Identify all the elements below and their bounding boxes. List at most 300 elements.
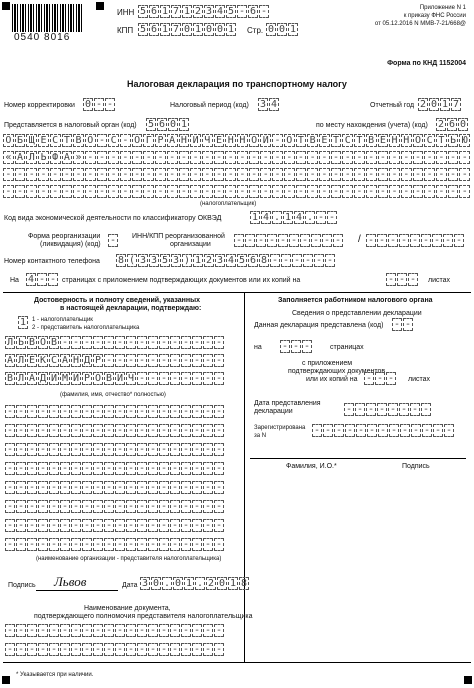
char-cell[interactable]: - bbox=[193, 644, 201, 655]
char-cell[interactable]: - bbox=[61, 337, 69, 348]
year-field[interactable] bbox=[418, 98, 462, 111]
char-cell[interactable]: 2 bbox=[194, 6, 202, 17]
char-cell[interactable]: - bbox=[94, 539, 102, 550]
char-cell[interactable]: Т bbox=[354, 134, 365, 147]
char-cell[interactable]: - bbox=[105, 463, 113, 474]
char-cell[interactable]: - bbox=[398, 274, 406, 285]
char-cell[interactable]: - bbox=[17, 625, 25, 636]
char-cell[interactable]: - bbox=[116, 425, 124, 436]
char-cell[interactable]: - bbox=[61, 425, 69, 436]
char-cell[interactable]: 1 bbox=[284, 212, 292, 223]
char-cell[interactable]: - bbox=[260, 6, 268, 17]
char-cell[interactable]: 6 bbox=[249, 6, 257, 17]
char-cell[interactable]: - bbox=[312, 235, 320, 246]
char-cell[interactable]: - bbox=[149, 463, 157, 474]
char-cell[interactable]: - bbox=[28, 520, 36, 531]
char-cell[interactable]: - bbox=[284, 168, 295, 181]
char-cell[interactable]: - bbox=[17, 644, 25, 655]
char-cell[interactable]: - bbox=[127, 355, 135, 366]
char-cell[interactable]: - bbox=[171, 444, 179, 455]
char-cell[interactable]: - bbox=[422, 235, 430, 246]
char-cell[interactable]: - bbox=[83, 463, 91, 474]
char-cell[interactable]: О bbox=[85, 134, 96, 147]
char-cell[interactable]: - bbox=[272, 168, 283, 181]
char-cell[interactable]: - bbox=[413, 151, 424, 164]
char-cell[interactable]: 6 bbox=[249, 255, 257, 266]
char-cell[interactable]: - bbox=[50, 625, 58, 636]
char-cell[interactable]: - bbox=[324, 425, 332, 436]
char-cell[interactable]: 2 bbox=[437, 119, 445, 130]
char-cell[interactable]: - bbox=[72, 444, 80, 455]
char-cell[interactable]: - bbox=[50, 520, 58, 531]
char-cell[interactable]: - bbox=[50, 185, 61, 198]
char-cell[interactable]: - bbox=[171, 425, 179, 436]
copies-field[interactable] bbox=[386, 273, 419, 286]
char-cell[interactable]: - bbox=[436, 151, 447, 164]
char-cell[interactable]: - bbox=[127, 337, 135, 348]
char-cell[interactable]: - bbox=[182, 355, 190, 366]
char-cell[interactable]: С bbox=[50, 355, 58, 366]
char-cell[interactable]: - bbox=[204, 337, 212, 348]
char-cell[interactable]: - bbox=[179, 151, 190, 164]
char-cell[interactable]: - bbox=[204, 539, 212, 550]
char-cell[interactable]: - bbox=[268, 235, 276, 246]
char-cell[interactable]: - bbox=[17, 463, 25, 474]
char-cell[interactable]: - bbox=[378, 404, 386, 415]
char-cell[interactable]: - bbox=[204, 373, 212, 384]
patronymic-field[interactable] bbox=[5, 372, 225, 385]
char-cell[interactable]: 4 bbox=[216, 6, 224, 17]
char-cell[interactable]: 7 bbox=[172, 6, 180, 17]
char-cell[interactable]: - bbox=[28, 482, 36, 493]
char-cell[interactable]: - bbox=[72, 406, 80, 417]
char-cell[interactable]: Т bbox=[62, 134, 73, 147]
char-cell[interactable]: - bbox=[171, 644, 179, 655]
char-cell[interactable]: 7 bbox=[172, 24, 180, 35]
char-cell[interactable]: - bbox=[28, 425, 36, 436]
char-cell[interactable]: 1 bbox=[161, 24, 169, 35]
char-cell[interactable]: - bbox=[116, 406, 124, 417]
char-cell[interactable]: 0 bbox=[218, 578, 226, 589]
char-cell[interactable]: 4 bbox=[295, 212, 303, 223]
char-cell[interactable]: - bbox=[237, 168, 248, 181]
char-cell[interactable]: - bbox=[249, 168, 260, 181]
char-cell[interactable]: Б bbox=[15, 134, 26, 147]
char-cell[interactable]: И bbox=[190, 134, 201, 147]
char-cell[interactable]: Е bbox=[38, 134, 49, 147]
char-cell[interactable]: - bbox=[73, 185, 84, 198]
char-cell[interactable]: - bbox=[182, 373, 190, 384]
char-cell[interactable]: - bbox=[143, 185, 154, 198]
char-cell[interactable]: - bbox=[182, 482, 190, 493]
right-copies-field[interactable] bbox=[364, 372, 397, 385]
char-cell[interactable]: 6 bbox=[158, 119, 166, 130]
char-cell[interactable]: 0 bbox=[216, 24, 224, 35]
char-cell[interactable]: - bbox=[83, 520, 91, 531]
char-cell[interactable]: - bbox=[160, 482, 168, 493]
char-cell[interactable]: - bbox=[6, 463, 14, 474]
char-cell[interactable]: - bbox=[376, 373, 384, 384]
char-cell[interactable]: - bbox=[127, 444, 135, 455]
char-cell[interactable]: - bbox=[26, 168, 37, 181]
char-cell[interactable]: Н bbox=[225, 134, 236, 147]
char-cell[interactable]: - bbox=[171, 463, 179, 474]
char-cell[interactable]: - bbox=[143, 151, 154, 164]
char-cell[interactable]: - bbox=[116, 520, 124, 531]
char-cell[interactable]: - bbox=[448, 151, 459, 164]
char-cell[interactable]: - bbox=[215, 373, 223, 384]
char-cell[interactable]: - bbox=[61, 406, 69, 417]
char-cell[interactable]: Ф bbox=[50, 151, 61, 164]
char-cell[interactable]: - bbox=[160, 625, 168, 636]
representative-org-field[interactable] bbox=[5, 424, 225, 437]
char-cell[interactable]: - bbox=[179, 185, 190, 198]
char-cell[interactable]: - bbox=[72, 625, 80, 636]
char-cell[interactable]: - bbox=[160, 355, 168, 366]
pages-field[interactable] bbox=[26, 273, 59, 286]
char-cell[interactable]: - bbox=[83, 501, 91, 512]
reorg-form-field[interactable] bbox=[108, 234, 119, 247]
char-cell[interactable]: - bbox=[160, 425, 168, 436]
char-cell[interactable]: Д bbox=[83, 355, 91, 366]
char-cell[interactable]: 2 bbox=[419, 99, 427, 110]
right-pages-field[interactable] bbox=[280, 340, 313, 353]
char-cell[interactable]: Р bbox=[83, 373, 91, 384]
char-cell[interactable]: - bbox=[202, 151, 213, 164]
char-cell[interactable]: - bbox=[116, 644, 124, 655]
char-cell[interactable]: ( bbox=[128, 255, 136, 266]
char-cell[interactable]: - bbox=[17, 539, 25, 550]
org-name-row[interactable] bbox=[3, 185, 471, 198]
char-cell[interactable]: Ч bbox=[202, 134, 213, 147]
char-cell[interactable]: - bbox=[331, 151, 342, 164]
char-cell[interactable]: - bbox=[303, 341, 311, 352]
char-cell[interactable]: - bbox=[105, 482, 113, 493]
char-cell[interactable]: - bbox=[445, 425, 453, 436]
representative-org-field[interactable] bbox=[5, 538, 225, 551]
representative-org-field[interactable] bbox=[5, 462, 225, 475]
char-cell[interactable]: - bbox=[400, 235, 408, 246]
char-cell[interactable]: - bbox=[389, 151, 400, 164]
reorg-inn-field[interactable] bbox=[234, 234, 344, 247]
char-cell[interactable]: - bbox=[193, 355, 201, 366]
char-cell[interactable]: - bbox=[116, 337, 124, 348]
char-cell[interactable]: - bbox=[138, 373, 146, 384]
char-cell[interactable]: - bbox=[171, 482, 179, 493]
char-cell[interactable]: 6 bbox=[150, 6, 158, 17]
char-cell[interactable]: - bbox=[411, 235, 419, 246]
char-cell[interactable]: 5 bbox=[147, 119, 155, 130]
char-cell[interactable]: - bbox=[215, 425, 223, 436]
char-cell[interactable]: - bbox=[39, 539, 47, 550]
char-cell[interactable]: - bbox=[401, 168, 412, 181]
char-cell[interactable]: 1 bbox=[229, 578, 237, 589]
char-cell[interactable]: - bbox=[292, 341, 300, 352]
char-cell[interactable]: - bbox=[326, 255, 334, 266]
char-cell[interactable]: - bbox=[83, 406, 91, 417]
char-cell[interactable]: - bbox=[6, 444, 14, 455]
char-cell[interactable]: - bbox=[17, 425, 25, 436]
char-cell[interactable]: - bbox=[249, 185, 260, 198]
char-cell[interactable]: Л bbox=[17, 355, 25, 366]
char-cell[interactable]: - bbox=[319, 168, 330, 181]
char-cell[interactable]: - bbox=[171, 406, 179, 417]
char-cell[interactable]: - bbox=[83, 337, 91, 348]
reorg-kpp-field[interactable] bbox=[366, 234, 465, 247]
char-cell[interactable]: - bbox=[378, 185, 389, 198]
char-cell[interactable]: В bbox=[307, 134, 318, 147]
char-cell[interactable]: - bbox=[214, 168, 225, 181]
char-cell[interactable]: - bbox=[354, 151, 365, 164]
char-cell[interactable]: - bbox=[357, 425, 365, 436]
char-cell[interactable]: 5 bbox=[161, 255, 169, 266]
char-cell[interactable]: 3 bbox=[150, 255, 158, 266]
char-cell[interactable]: - bbox=[138, 644, 146, 655]
kpp-field[interactable] bbox=[138, 23, 237, 36]
char-cell[interactable]: - bbox=[342, 185, 353, 198]
char-cell[interactable]: 0 bbox=[169, 119, 177, 130]
char-cell[interactable]: И bbox=[116, 373, 124, 384]
char-cell[interactable]: - bbox=[132, 151, 143, 164]
char-cell[interactable]: 1 bbox=[185, 578, 193, 589]
char-cell[interactable]: - bbox=[455, 235, 463, 246]
char-cell[interactable]: - bbox=[215, 482, 223, 493]
char-cell[interactable]: - bbox=[182, 501, 190, 512]
char-cell[interactable]: - bbox=[389, 235, 397, 246]
char-cell[interactable]: - bbox=[138, 625, 146, 636]
char-cell[interactable]: - bbox=[284, 185, 295, 198]
char-cell[interactable]: 3 bbox=[216, 255, 224, 266]
char-cell[interactable]: - bbox=[171, 539, 179, 550]
char-cell[interactable]: - bbox=[193, 373, 201, 384]
char-cell[interactable]: - bbox=[85, 151, 96, 164]
char-cell[interactable]: Л bbox=[26, 151, 37, 164]
char-cell[interactable]: - bbox=[282, 255, 290, 266]
char-cell[interactable]: - bbox=[138, 406, 146, 417]
char-cell[interactable]: - bbox=[390, 425, 398, 436]
char-cell[interactable]: - bbox=[38, 274, 46, 285]
char-cell[interactable]: - bbox=[61, 463, 69, 474]
char-cell[interactable]: - bbox=[160, 501, 168, 512]
char-cell[interactable]: - bbox=[155, 151, 166, 164]
char-cell[interactable]: - bbox=[334, 235, 342, 246]
char-cell[interactable]: К bbox=[39, 355, 47, 366]
char-cell[interactable]: - bbox=[28, 644, 36, 655]
char-cell[interactable]: 0 bbox=[152, 578, 160, 589]
page-field[interactable] bbox=[266, 23, 299, 36]
char-cell[interactable]: А bbox=[28, 373, 36, 384]
char-cell[interactable]: - bbox=[319, 185, 330, 198]
char-cell[interactable]: - bbox=[413, 185, 424, 198]
char-cell[interactable]: Е bbox=[28, 355, 36, 366]
char-cell[interactable]: - bbox=[401, 151, 412, 164]
char-cell[interactable]: - bbox=[83, 444, 91, 455]
char-cell[interactable]: - bbox=[448, 168, 459, 181]
char-cell[interactable]: - bbox=[204, 501, 212, 512]
char-cell[interactable]: - bbox=[389, 404, 397, 415]
date-field[interactable] bbox=[140, 577, 250, 590]
char-cell[interactable]: - bbox=[204, 425, 212, 436]
char-cell[interactable]: - bbox=[257, 235, 265, 246]
char-cell[interactable]: 3 bbox=[205, 6, 213, 17]
authority-field[interactable] bbox=[146, 118, 190, 131]
char-cell[interactable]: - bbox=[17, 444, 25, 455]
char-cell[interactable]: - bbox=[61, 644, 69, 655]
char-cell[interactable]: - bbox=[346, 425, 354, 436]
char-cell[interactable]: - bbox=[368, 425, 376, 436]
char-cell[interactable]: - bbox=[132, 168, 143, 181]
char-cell[interactable]: - bbox=[387, 274, 395, 285]
char-cell[interactable]: - bbox=[171, 625, 179, 636]
char-cell[interactable]: - bbox=[356, 404, 364, 415]
char-cell[interactable]: С bbox=[424, 134, 435, 147]
char-cell[interactable]: - bbox=[132, 185, 143, 198]
char-cell[interactable]: - bbox=[108, 185, 119, 198]
char-cell[interactable]: - bbox=[105, 520, 113, 531]
char-cell[interactable]: - bbox=[279, 235, 287, 246]
correction-field[interactable] bbox=[83, 98, 116, 111]
char-cell[interactable]: » bbox=[73, 151, 84, 164]
char-cell[interactable]: - bbox=[214, 185, 225, 198]
char-cell[interactable]: - bbox=[6, 501, 14, 512]
char-cell[interactable]: - bbox=[171, 337, 179, 348]
char-cell[interactable]: - bbox=[389, 185, 400, 198]
char-cell[interactable]: - bbox=[182, 425, 190, 436]
char-cell[interactable]: - bbox=[6, 406, 14, 417]
inn-field[interactable] bbox=[138, 5, 270, 18]
char-cell[interactable]: - bbox=[260, 168, 271, 181]
char-cell[interactable]: Л bbox=[6, 337, 14, 348]
char-cell[interactable]: Е bbox=[214, 134, 225, 147]
char-cell[interactable]: Н bbox=[401, 134, 412, 147]
char-cell[interactable]: - bbox=[433, 235, 441, 246]
char-cell[interactable]: - bbox=[436, 168, 447, 181]
char-cell[interactable]: - bbox=[424, 168, 435, 181]
char-cell[interactable]: - bbox=[50, 482, 58, 493]
char-cell[interactable]: - bbox=[193, 406, 201, 417]
char-cell[interactable]: - bbox=[94, 444, 102, 455]
char-cell[interactable]: - bbox=[149, 406, 157, 417]
char-cell[interactable]: - bbox=[50, 444, 58, 455]
char-cell[interactable]: - bbox=[95, 99, 103, 110]
char-cell[interactable]: - bbox=[94, 644, 102, 655]
char-cell[interactable]: - bbox=[62, 168, 73, 181]
char-cell[interactable]: - bbox=[342, 151, 353, 164]
char-cell[interactable]: - bbox=[204, 406, 212, 417]
char-cell[interactable]: - bbox=[215, 463, 223, 474]
char-cell[interactable]: - bbox=[6, 644, 14, 655]
char-cell[interactable]: - bbox=[296, 185, 307, 198]
char-cell[interactable]: - bbox=[61, 625, 69, 636]
char-cell[interactable]: - bbox=[459, 151, 470, 164]
char-cell[interactable]: - bbox=[28, 501, 36, 512]
char-cell[interactable]: - bbox=[160, 406, 168, 417]
char-cell[interactable]: - bbox=[39, 644, 47, 655]
char-cell[interactable]: - bbox=[83, 644, 91, 655]
char-cell[interactable]: Д bbox=[39, 373, 47, 384]
char-cell[interactable]: О bbox=[249, 134, 260, 147]
char-cell[interactable]: - bbox=[237, 185, 248, 198]
char-cell[interactable]: - bbox=[365, 373, 373, 384]
char-cell[interactable]: - bbox=[127, 425, 135, 436]
char-cell[interactable]: - bbox=[109, 235, 117, 246]
char-cell[interactable]: В bbox=[73, 134, 84, 147]
char-cell[interactable]: - bbox=[97, 151, 108, 164]
char-cell[interactable]: - bbox=[72, 337, 80, 348]
char-cell[interactable]: - bbox=[204, 355, 212, 366]
reg-number-field[interactable] bbox=[312, 424, 455, 437]
char-cell[interactable]: - bbox=[345, 404, 353, 415]
char-cell[interactable]: В bbox=[50, 337, 58, 348]
char-cell[interactable]: 7 bbox=[452, 99, 460, 110]
char-cell[interactable]: - bbox=[366, 185, 377, 198]
char-cell[interactable]: - bbox=[182, 463, 190, 474]
char-cell[interactable]: 3 bbox=[139, 255, 147, 266]
char-cell[interactable]: - bbox=[401, 185, 412, 198]
char-cell[interactable]: - bbox=[354, 168, 365, 181]
char-cell[interactable]: - bbox=[6, 482, 14, 493]
char-cell[interactable]: Л bbox=[17, 373, 25, 384]
char-cell[interactable]: 5 bbox=[238, 255, 246, 266]
char-cell[interactable]: - bbox=[94, 625, 102, 636]
char-cell[interactable]: 2 bbox=[207, 578, 215, 589]
char-cell[interactable]: - bbox=[167, 151, 178, 164]
char-cell[interactable]: - bbox=[138, 337, 146, 348]
char-cell[interactable]: 4 bbox=[27, 274, 35, 285]
char-cell[interactable]: - bbox=[424, 151, 435, 164]
representative-org-field[interactable] bbox=[5, 443, 225, 456]
char-cell[interactable]: - bbox=[204, 463, 212, 474]
org-name-row[interactable] bbox=[3, 151, 471, 164]
char-cell[interactable]: - bbox=[149, 444, 157, 455]
char-cell[interactable]: О bbox=[3, 134, 14, 147]
char-cell[interactable]: - bbox=[15, 185, 26, 198]
char-cell[interactable]: - bbox=[138, 355, 146, 366]
char-cell[interactable]: - bbox=[215, 406, 223, 417]
char-cell[interactable]: - bbox=[73, 168, 84, 181]
char-cell[interactable]: - bbox=[127, 520, 135, 531]
char-cell[interactable]: 1 bbox=[19, 317, 27, 328]
char-cell[interactable]: - bbox=[6, 425, 14, 436]
char-cell[interactable]: - bbox=[293, 255, 301, 266]
char-cell[interactable]: - bbox=[215, 355, 223, 366]
char-cell[interactable]: Е bbox=[319, 134, 330, 147]
char-cell[interactable]: А bbox=[15, 151, 26, 164]
char-cell[interactable]: ) bbox=[183, 255, 191, 266]
char-cell[interactable]: . bbox=[306, 212, 314, 223]
char-cell[interactable]: - bbox=[204, 625, 212, 636]
char-cell[interactable]: - bbox=[49, 274, 57, 285]
char-cell[interactable]: - bbox=[83, 625, 91, 636]
char-cell[interactable]: - bbox=[225, 185, 236, 198]
char-cell[interactable]: . bbox=[163, 578, 171, 589]
char-cell[interactable]: - bbox=[378, 151, 389, 164]
char-cell[interactable]: - bbox=[138, 482, 146, 493]
char-cell[interactable]: - bbox=[108, 168, 119, 181]
char-cell[interactable]: - bbox=[138, 444, 146, 455]
char-cell[interactable]: - bbox=[215, 501, 223, 512]
char-cell[interactable]: - bbox=[83, 482, 91, 493]
char-cell[interactable]: - bbox=[436, 185, 447, 198]
char-cell[interactable]: - bbox=[105, 625, 113, 636]
char-cell[interactable]: - bbox=[193, 425, 201, 436]
char-cell[interactable]: - bbox=[190, 185, 201, 198]
char-cell[interactable]: - bbox=[182, 444, 190, 455]
period-field[interactable] bbox=[258, 98, 280, 111]
char-cell[interactable]: 5 bbox=[139, 6, 147, 17]
char-cell[interactable]: Щ bbox=[26, 134, 37, 147]
char-cell[interactable]: - bbox=[193, 482, 201, 493]
